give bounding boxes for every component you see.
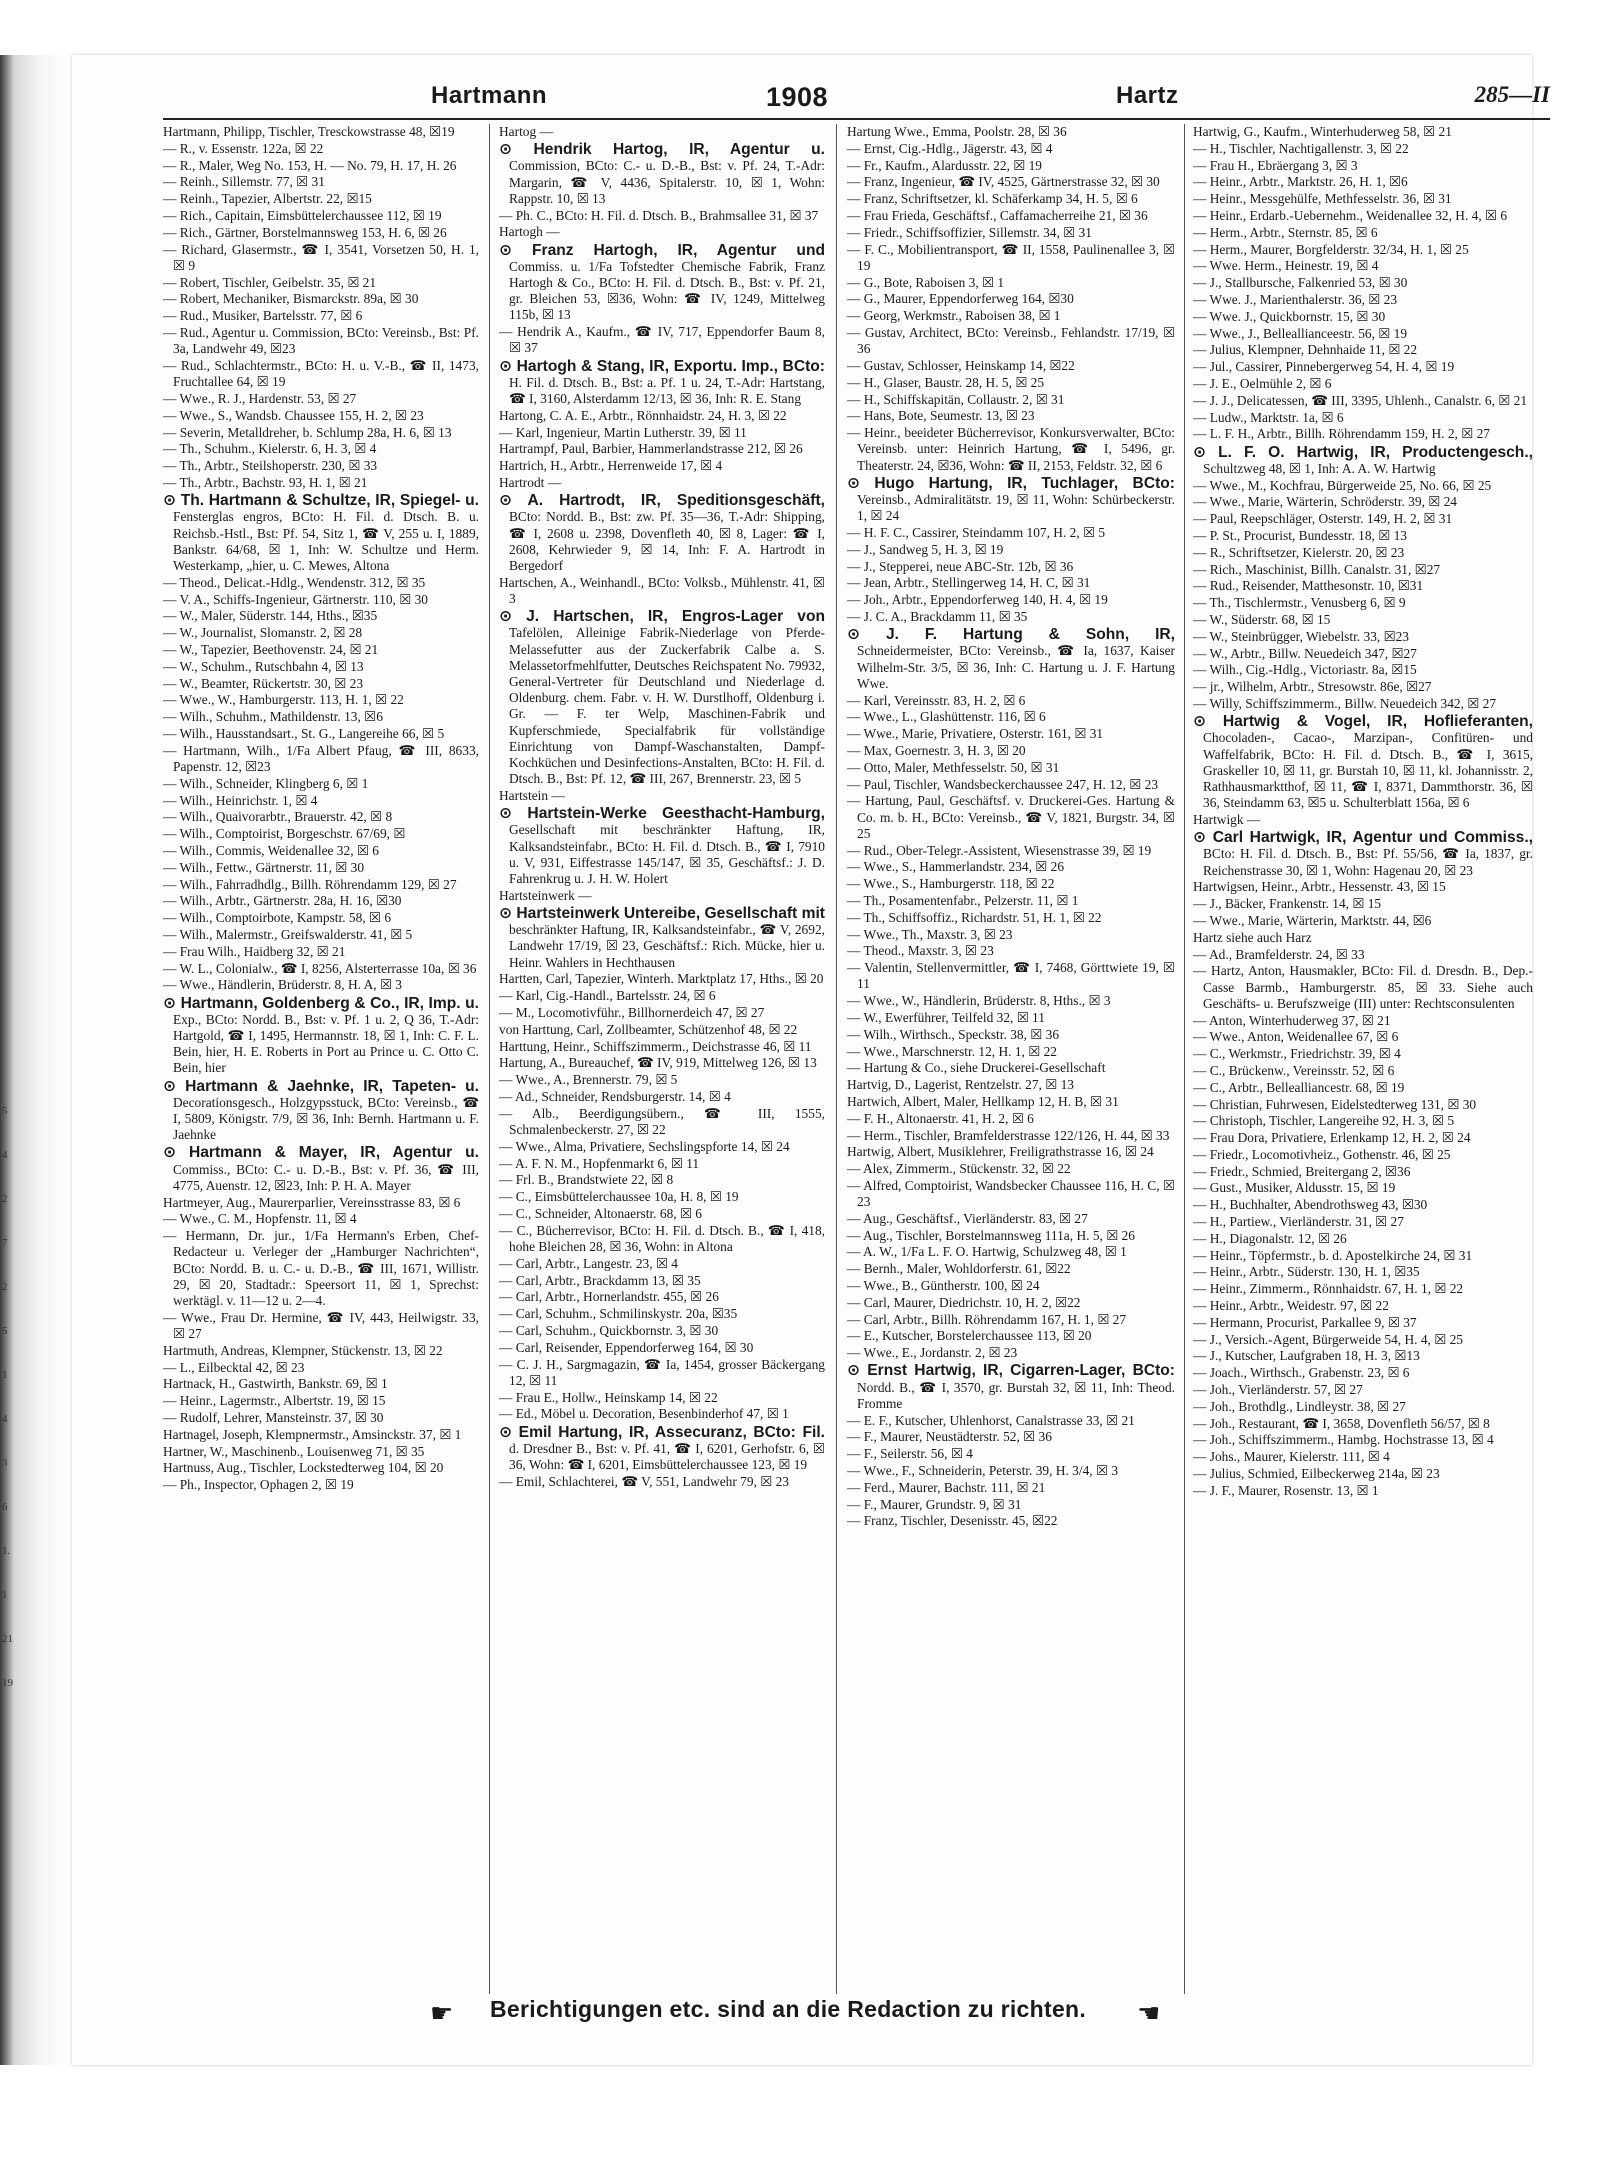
directory-entry: — Rud., Schlachtermstr., BCto: H. u. V.-B., ☎ II, 1473, Fruchtallee 64, ☒ 19 [163, 357, 479, 390]
directory-entry: — Robert, Tischler, Geibelstr. 35, ☒ 21 [163, 274, 377, 290]
directory-entry: — Ad., Schneider, Rendsburgerstr. 14, ☒ 4 [499, 1089, 731, 1105]
directory-entry: — Joh., Restaurant, ☎ I, 3658, Dovenfleth 56/57, ☒ 8 [1193, 1415, 1490, 1431]
directory-entry: — Carl, Reisender, Eppendorferweg 164, ☒ 30 [499, 1339, 754, 1355]
edge-mark: 1. [2, 1545, 11, 1557]
directory-entry: — R., v. Essenstr. 122a, ☒ 22 [163, 140, 324, 156]
directory-entry: Hartwig, G., Kaufm., Winterhuderweg 58, ☒ 21 [1193, 124, 1452, 139]
directory-entry: — Friedr., Locomotivheiz., Gothenstr. 46, ☒ 25 [1193, 1146, 1451, 1162]
directory-entry: — J. F., Maurer, Rosenstr. 13, ☒ 1 [1193, 1482, 1379, 1498]
directory-entry: — Georg, Werkmstr., Raboisen 38, ☒ 1 [847, 308, 1061, 324]
edge-mark: 2 [2, 1193, 8, 1205]
directory-entry: Harttung, Heinr., Schiffszimmerm., Deichstrasse 46, ☒ 11 [499, 1038, 812, 1054]
directory-entry: — Valentin, Stellenvermittler, ☎ I, 7468, Görttwiete 19, ☒ 11 [847, 960, 1175, 992]
directory-entry: — Gustav, Architect, BCto: Vereinsb., Fehlandstr. 17/19, ☒ 36 [847, 324, 1175, 357]
directory-entry: — Wilh., Schuhm., Mathildenstr. 13, ☒6 [163, 709, 383, 725]
directory-entry: — Joh., Vierländerstr. 57, ☒ 27 [1193, 1382, 1363, 1398]
directory-entry: Hartnagel, Joseph, Klempnermstr., Amsinckstr. 37, ☒ 1 [163, 1426, 462, 1442]
directory-entry: — J., Kutscher, Laufgraben 18, H. 3, ☒13 [1193, 1348, 1420, 1364]
directory-entry: — Joh., Brothdlg., Lindleystr. 38, ☒ 27 [1193, 1398, 1406, 1414]
directory-entry: — Ed., Möbel u. Decoration, Besenbinderhof 47, ☒ 1 [499, 1406, 789, 1422]
directory-entry: Hartnuss, Aug., Tischler, Lockstedterweg 104, ☒ 20 [163, 1460, 444, 1476]
directory-entry: — Wwe., W., Händlerin, Brüderstr. 8, Hths., ☒ 3 [847, 993, 1111, 1009]
directory-entry: — Carl, Schuhm., Quickbornstr. 3, ☒ 30 [499, 1323, 719, 1339]
directory-entry: — Karl, Ingenieur, Martin Lutherstr. 39, ☒ 11 [499, 424, 747, 440]
directory-entry: — Franz, Tischler, Desenisstr. 45, ☒22 [847, 1513, 1058, 1529]
directory-entry: — Heinr., Erdarb.-Uebernehm., Weidenallee 32, H. 4, ☒ 6 [1193, 207, 1508, 223]
edge-mark: 1 [2, 1589, 8, 1601]
directory-entry: — Theod., Maxstr. 3, ☒ 23 [847, 943, 994, 959]
column-3 [847, 124, 1175, 1994]
firm-entry: ⊙ A. Hartrodt, IR, Speditionsgeschäft, BCto: Nordd. B., Bst: zw. Pf. 35—36, T.-Adr: Shipping, ☎ I, 2608 u. 2398, Dovenfleth 40, ☒ 8, Lager: ☎ I, 2608, Kehrwieder 9, ☒ 14, Inh: F. A. Hartrodt in Bergedorf [499, 492, 825, 574]
directory-entry: — Wwe., Th., Maxstr. 3, ☒ 23 [847, 926, 1013, 942]
directory-entry: — Frl. B., Brandstwiete 22, ☒ 8 [499, 1172, 674, 1188]
directory-entry: — A. F. N. M., Hopfenmarkt 6, ☒ 11 [499, 1155, 700, 1171]
directory-entry: Hartsteinwerk — [499, 887, 592, 903]
directory-entry: — Carl, Arbtr., Hornerlandstr. 455, ☒ 26 [499, 1289, 719, 1305]
directory-entry: — E. F., Kutscher, Uhlenhorst, Canalstrasse 33, ☒ 21 [847, 1412, 1135, 1428]
directory-entry: — Wilh., Heinrichstr. 1, ☒ 4 [163, 792, 318, 808]
directory-entry: — Rich., Capitain, Eimsbüttelerchaussee 112, ☒ 19 [163, 207, 442, 223]
directory-entry: — J., Sandweg 5, H. 3, ☒ 19 [847, 541, 1004, 557]
directory-entry: — Wilh., Fettw., Gärtnerstr. 11, ☒ 30 [163, 859, 365, 875]
directory-entry: — W., Schuhm., Rutschbahn 4, ☒ 13 [163, 658, 364, 674]
directory-entry: — Julius, Klempner, Dehnhaide 11, ☒ 22 [1193, 342, 1418, 358]
directory-entry: — C., Werkmstr., Friedrichstr. 39, ☒ 4 [1193, 1046, 1401, 1062]
directory-entry: Hartstein — [499, 788, 565, 804]
directory-entry: Hartnack, H., Gastwirth, Bankstr. 69, ☒ 1 [163, 1376, 388, 1392]
directory-entry: — Herm., Maurer, Borgfelderstr. 32/34, H. 1, ☒ 25 [1193, 241, 1469, 257]
directory-entry: — Wwe., S., Hammerlandstr. 234, ☒ 26 [847, 859, 1065, 875]
firm-entry: ⊙ Franz Hartogh, IR, Agentur und Commiss. u. 1/Fa Tofstedter Chemische Fabrik, Franz Hartogh & Co., BCto: H. Fil. d. Dtsch. B., Bst: v. Pf. 21, gr. Bleichen 53, ☒36, Wohn: ☎ IV, 1249, Mittelweg 115b, ☒ 13 [499, 241, 825, 323]
directory-entry: — Reinh., Tapezier, Albertstr. 22, ☒15 [163, 191, 372, 207]
directory-entry: — Heinr., Töpfermstr., b. d. Apostelkirche 24, ☒ 31 [1193, 1247, 1473, 1263]
header-year: 1908 [766, 82, 829, 112]
directory-entry: — Wwe. Herm., Heinestr. 19, ☒ 4 [1193, 258, 1379, 274]
directory-entry: — Wwe., B., Güntherstr. 100, ☒ 24 [847, 1278, 1040, 1294]
directory-entry: Hartmuth, Andreas, Klempner, Stückenstr. 13, ☒ 22 [163, 1342, 443, 1358]
column-divider [836, 124, 837, 1994]
directory-entry: — C., Bücherrevisor, BCto: H. Fil. d. Dtsch. B., ☎ I, 418, hohe Bleichen 28, ☒ 36, Wohn: in Altona [499, 1222, 825, 1255]
directory-entry: — Alb., Beerdigungsübern., ☎ III, 1555, Schmalenbeckerstr. 27, ☒ 22 [499, 1105, 825, 1138]
edge-mark: 1 [2, 1369, 8, 1381]
edge-mark: 19 [2, 1677, 13, 1689]
footer-notice [430, 1994, 1190, 2034]
directory-entry: — Wwe. J., Quickbornstr. 15, ☒ 30 [1193, 308, 1386, 324]
header-last-name: Hartz [1116, 82, 1179, 109]
firm-entry: ⊙ Carl Hartwigk, IR, Agentur und Commiss., BCto: H. Fil. d. Dtsch. B., Bst: Pf. 55/56, ☎ Ia, 1837, gr. Reichenstrasse 30, ☒ 1, Wohn: Hagenau 20, ☒ 23 [1193, 829, 1533, 878]
directory-entry: — Th., Arbtr., Bachstr. 93, H. 1, ☒ 21 [163, 474, 368, 490]
directory-entry: — W., Süderstr. 68, ☒ 15 [1193, 611, 1331, 627]
directory-entry: Hartner, W., Maschinenb., Louisenweg 71, ☒ 35 [163, 1443, 425, 1459]
directory-entry: — C., Brückenw., Vereinsstr. 52, ☒ 6 [1193, 1062, 1395, 1078]
directory-entry: — Rud., Ober-Telegr.-Assistent, Wiesenstrasse 39, ☒ 19 [847, 842, 1152, 858]
column-divider [1184, 124, 1185, 1994]
directory-entry: Hartung Wwe., Emma, Poolstr. 28, ☒ 36 [847, 124, 1067, 139]
directory-entry: — F. C., Mobilientransport, ☎ II, 1558, Paulinenallee 3, ☒ 19 [847, 241, 1175, 273]
edge-mark: 2 [2, 1281, 8, 1293]
directory-entry: — Frau Wilh., Haidberg 32, ☒ 21 [163, 943, 346, 959]
directory-columns [163, 124, 1550, 1994]
directory-entry: Hartten, Carl, Tapezier, Winterh. Marktplatz 17, Hths., ☒ 20 [499, 971, 824, 987]
directory-entry: — Wwe., Marschnerstr. 12, H. 1, ☒ 22 [847, 1043, 1057, 1059]
directory-entry: — Ferd., Maurer, Bachstr. 111, ☒ 21 [847, 1479, 1046, 1495]
footer-text: Berichtigungen etc. sind an die Redaction zu richten. [490, 1996, 1087, 2022]
directory-entry: — Christian, Fuhrwesen, Eidelstedterweg 131, ☒ 30 [1193, 1096, 1477, 1112]
directory-entry: Hartz siehe auch Harz [1193, 929, 1312, 945]
pointing-hand-icon: ☛ [430, 1998, 454, 2028]
directory-entry: Hartwich, Albert, Maler, Hellkamp 12, H. B, ☒ 31 [847, 1093, 1119, 1109]
directory-entry: — Julius, Schmied, Eilbeckerweg 214a, ☒ 23 [1193, 1466, 1440, 1482]
directory-entry: — Anton, Winterhuderweg 37, ☒ 21 [1193, 1012, 1391, 1028]
directory-entry: — Bernh., Maler, Wohldorferstr. 61, ☒22 [847, 1261, 1071, 1277]
directory-entry: — Wilh., Hausstandsart., St. G., Langereihe 66, ☒ 5 [163, 725, 445, 741]
directory-entry: — Franz, Schriftsetzer, kl. Schäferkamp 34, H. 5, ☒ 6 [847, 191, 1138, 207]
directory-entry: — Reinh., Sillemstr. 77, ☒ 31 [163, 174, 325, 190]
directory-entry: Hartvig, D., Lagerist, Rentzelstr. 27, ☒ 13 [847, 1077, 1074, 1093]
firm-entry: ⊙ Th. Hartmann & Schultze, IR, Spiegel- u. Fensterglas engros, BCto: H. Fil. d. Dtsch. B. u. Reichsb.-Hstl., Bst: Pf. 54, Sitz 1, ☎ V, 255 u. I, 1889, Bankstr. 64/68, ☒ 1, Inh: W. Schultze und Herm. Westerkamp, „hier, u. C. Mewes, Altona [163, 492, 479, 573]
directory-entry: — Karl, Cig.-Handl., Bartelsstr. 24, ☒ 6 [499, 988, 716, 1004]
directory-entry: — Hartz, Anton, Hausmakler, BCto: Fil. d. Dresdn. B., Dep.-Casse Barmb., Hamburgerstr. 85, ☒ 33. Siehe auch Geschäfts- u. Berufszweige (III) unter: Rechtsconsulenten [1193, 963, 1533, 1011]
directory-entry: — G., Bote, Raboisen 3, ☒ 1 [847, 274, 1005, 290]
directory-entry: — L., Eilbecktal 42, ☒ 23 [163, 1359, 305, 1375]
page-number: 285—II [1474, 82, 1550, 107]
directory-entry: — W., Steinbrügger, Wiebelstr. 33, ☒23 [1193, 628, 1409, 644]
directory-entry: — Wwe., L., Glashüttenstr. 116, ☒ 6 [847, 709, 1046, 725]
directory-entry: — Ph. C., BCto: H. Fil. d. Dtsch. B., Brahmsallee 31, ☒ 37 [499, 207, 819, 223]
directory-entry: — Th., Tischlermstr., Venusberg 6, ☒ 9 [1193, 595, 1406, 611]
firm-entry: ⊙ Hartwig & Vogel, IR, Hoflieferanten, Chocoladen-, Cacao-, Marzipan-, Confitüren- und Waffelfabrik, BCto: H. Fil. d. Dtsch. B., ☎ I, 3615, Graskeller 10, ☒ 11, gr. Burstah 10, ☒ 11, kl. Johannisstr. 2, Rathhausmarktthof, ☒ 11, ☎ I, 8371, Dammthorstr. 36, ☒ 36, Steindamm 63, ☒5 u. Schulterblatt 156a, ☒ 6 [1193, 713, 1533, 811]
directory-entry: — Th., Schiffsoffiz., Richardstr. 51, H. 1, ☒ 22 [847, 909, 1102, 925]
directory-entry: — Wwe., A., Brennerstr. 79, ☒ 5 [499, 1072, 678, 1088]
directory-entry: — V. A., Schiffs-Ingenieur, Gärtnerstr. 110, ☒ 30 [163, 591, 428, 607]
directory-entry: Hartwigk — [1193, 811, 1261, 827]
directory-entry: — Hermann, Procurist, Parkallee 9, ☒ 37 [1193, 1314, 1417, 1330]
column-2 [499, 124, 825, 1994]
directory-entry: — F. H., Altonaerstr. 41, H. 2, ☒ 6 [847, 1110, 1034, 1126]
directory-entry: — H., Schiffskapitän, Collaustr. 2, ☒ 31 [847, 391, 1065, 407]
edge-mark: 3 [2, 1457, 8, 1469]
directory-entry: Hartschen, A., Weinhandl., BCto: Volksb., Mühlenstr. 41, ☒ 3 [499, 574, 825, 607]
directory-entry: — Richard, Glasermstr., ☎ I, 3541, Vorsetzen 50, H. 1, ☒ 9 [163, 241, 479, 273]
directory-entry: — R., Maler, Weg No. 153, H. — No. 79, H. 17, H. 26 [163, 157, 457, 173]
directory-entry: — Joach., Wirthsch., Grabenstr. 23, ☒ 6 [1193, 1365, 1410, 1381]
directory-entry: — Wilh., Arbtr., Gärtnerstr. 28a, H. 16, ☒30 [163, 893, 402, 909]
directory-entry: — J., Versich.-Agent, Bürgerweide 54, H. 4, ☒ 25 [1193, 1331, 1463, 1347]
directory-entry: — Wwe., Händlerin, Brüderstr. 8, H. A, ☒ 3 [163, 977, 402, 993]
directory-entry: — Wwe., F., Schneiderin, Peterstr. 39, H. 3/4, ☒ 3 [847, 1463, 1119, 1479]
firm-entry: ⊙ Hartmann & Jaehnke, IR, Tapeten- u. Decorationsgesch., Holzgypsstuck, BCto: Vereinsb., ☎ I, 5809, Königstr. 7/9, ☒ 36, Inh: Bernh. Hartmann u. F. Jaehnke [163, 1077, 479, 1143]
firm-entry: ⊙ Hartogh & Stang, IR, Exportu. Imp., BCto: H. Fil. d. Dtsch. B., Bst: a. Pf. 1 u. 24, T.-Adr: Hartstang, ☎ I, 3160, Alsterdamm 12/13, ☒ 36, Inh: R. E. Stang [499, 357, 825, 407]
directory-entry: — Severin, Metalldreher, b. Schlump 28a, H. 6, ☒ 13 [163, 424, 452, 440]
directory-entry: — Carl, Schuhm., Schmilinskystr. 20a, ☒35 [499, 1306, 738, 1322]
directory-entry: — Wwe., W., Hamburgerstr. 113, H. 1, ☒ 22 [163, 692, 404, 708]
directory-entry: — C., Arbtr., Bellealliancestr. 68, ☒ 19 [1193, 1079, 1405, 1095]
directory-entry: — Willy, Schiffszimmerm., Billw. Neuedeich 342, ☒ 27 [1193, 695, 1497, 711]
directory-entry: — F., Maurer, Grundstr. 9, ☒ 31 [847, 1496, 1022, 1512]
adjacent-page-edge [0, 55, 72, 2065]
directory-entry: — H., Partiew., Vierländerstr. 31, ☒ 27 [1193, 1214, 1404, 1230]
directory-entry: — jr., Wilhelm, Arbtr., Stresowstr. 86e, ☒27 [1193, 679, 1432, 695]
pointing-hand-icon: ☛ [1136, 1998, 1160, 2028]
firm-entry: ⊙ Hartstein-Werke Geesthacht-Hamburg, Gesellschaft mit beschränkter Haftung, IR, Kalksandsteinfabr., BCto: H. Fil. d. Dtsch. B., ☎ I, 7910 u. V, 931, Eiffestrasse 145/147, ☒ 35, Geschäftsf.: J. D. Fahrenkrug u. J. H. W. Holert [499, 805, 825, 887]
directory-entry: — Herm., Arbtr., Sternstr. 85, ☒ 6 [1193, 224, 1378, 240]
directory-entry: — Wilh., Schneider, Klingberg 6, ☒ 1 [163, 775, 369, 791]
directory-entry: — Heinr., Arbtr., Weidestr. 97, ☒ 22 [1193, 1298, 1389, 1314]
firm-entry: ⊙ Hugo Hartung, IR, Tuchlager, BCto: Vereinsb., Admiralitätstr. 19, ☒ 11, Wohn: Schürbeckerstr. 1, ☒ 24 [847, 474, 1175, 524]
directory-entry: — L. F. H., Arbtr., Billh. Röhrendamm 159, H. 2, ☒ 27 [1193, 426, 1490, 442]
directory-entry: — Wwe., Frau Dr. Hermine, ☎ IV, 443, Heilwigstr. 33, ☒ 27 [163, 1309, 479, 1341]
directory-entry: — Hans, Bote, Seumestr. 13, ☒ 23 [847, 408, 1035, 424]
directory-entry: — Christoph, Tischler, Langereihe 92, H. 3, ☒ 5 [1193, 1113, 1455, 1129]
directory-entry: — Carl, Arbtr., Brackdamm 13, ☒ 35 [499, 1272, 701, 1288]
firm-entry: ⊙ Hartmann & Mayer, IR, Agentur u. Commiss., BCto: C.- u. D.-B., Bst: v. Pf. 36, ☎ III, 4775, Auenstr. 12, ☒23, Inh: P. H. A. Mayer [163, 1144, 479, 1193]
directory-entry: Hartrodt — [499, 475, 562, 491]
directory-entry: — Ernst, Cig.-Hdlg., Jägerstr. 43, ☒ 4 [847, 140, 1053, 156]
directory-entry: — Wilh., Commis, Weidenallee 32, ☒ 6 [163, 842, 379, 858]
directory-entry: — Wwe., Alma, Privatiere, Sechslingspforte 14, ☒ 24 [499, 1138, 790, 1154]
directory-entry: — Rich., Maschinist, Billh. Canalstr. 31, ☒27 [1193, 561, 1441, 577]
directory-entry: — W., Maler, Süderstr. 144, Hths., ☒35 [163, 608, 378, 624]
directory-entry: — Fr., Kaufm., Alardusstr. 22, ☒ 19 [847, 157, 1043, 173]
directory-entry: — Otto, Maler, Methfesselstr. 50, ☒ 31 [847, 759, 1060, 775]
edge-mark: 5 [2, 1105, 8, 1117]
directory-entry: — Wwe. J., Marienthalerstr. 36, ☒ 23 [1193, 291, 1398, 307]
directory-entry: — Wilh., Quaivorarbtr., Brauerstr. 42, ☒ 8 [163, 809, 393, 825]
directory-entry: — Heinr., Zimmerm., Rönnhaidstr. 67, H. 1, ☒ 22 [1193, 1281, 1464, 1297]
directory-entry: — Th., Arbtr., Steilshoperstr. 230, ☒ 33 [163, 458, 378, 474]
directory-entry: — C., Eimsbüttelerchaussee 10a, H. 8, ☒ 19 [499, 1189, 739, 1205]
header-rule [163, 118, 1550, 120]
directory-entry: — Frau Frieda, Geschäftsf., Caffamacherreihe 21, ☒ 36 [847, 207, 1148, 223]
directory-entry: — Jean, Arbtr., Stellingerweg 14, H. C, ☒ 31 [847, 575, 1091, 591]
directory-entry: — Ad., Bramfelderstr. 24, ☒ 33 [1193, 946, 1365, 962]
directory-entry: — Joh., Arbtr., Eppendorferweg 140, H. 4, ☒ 19 [847, 592, 1108, 608]
directory-entry: Hartmeyer, Aug., Maurerparlier, Vereinsstrasse 83, ☒ 6 [163, 1194, 461, 1210]
directory-entry: — Wilh., Comptoirist, Borgeschstr. 67/69, ☒ [163, 826, 406, 842]
directory-entry: — C., Schneider, Altonaerstr. 68, ☒ 6 [499, 1206, 703, 1222]
directory-entry: — Paul, Tischler, Wandsbeckerchaussee 247, H. 12, ☒ 23 [847, 776, 1159, 792]
directory-entry: — Wilh., Fahrradhdlg., Billh. Röhrendamm 129, ☒ 27 [163, 876, 457, 892]
directory-entry: — C. J. H., Sargmagazin, ☎ Ia, 1454, grosser Bäckergang 12, ☒ 11 [499, 1356, 825, 1388]
directory-entry: — Max, Goernestr. 3, H. 3, ☒ 20 [847, 742, 1026, 758]
directory-entry: — Friedr., Schiffsoffizier, Sillemstr. 34, ☒ 31 [847, 224, 1092, 240]
directory-entry: — Rud., Reisender, Matthesonstr. 10, ☒31 [1193, 578, 1424, 594]
directory-entry: — Hartung, Paul, Geschäftsf. v. Druckerei-Ges. Hartung & Co. m. b. H., BCto: Vereinsb., ☎ V, 1821, Burgstr. 34, ☒ 25 [847, 793, 1175, 841]
directory-entry: — W., Beamter, Rückertstr. 30, ☒ 23 [163, 675, 364, 691]
edge-mark: 6 [2, 1501, 8, 1513]
column-4 [1193, 124, 1533, 1994]
directory-entry: — Herm., Tischler, Bramfelderstrasse 122/126, H. 44, ☒ 33 [847, 1127, 1170, 1143]
adjacent-page-marks [2, 1105, 16, 1721]
directory-entry: — J., Stallbursche, Falkenried 53, ☒ 30 [1193, 275, 1408, 291]
edge-mark: 4 [2, 1413, 8, 1425]
directory-entry: — H., Buchhalter, Abendrothsweg 43, ☒30 [1193, 1197, 1428, 1213]
directory-entry: — Hartmann, Wilh., 1/Fa Albert Pfaug, ☎ III, 8633, Papenstr. 12, ☒23 [163, 742, 479, 774]
directory-entry: Hartung, A., Bureauchef, ☎ IV, 919, Mittelweg 126, ☒ 13 [499, 1055, 817, 1071]
directory-entry: — J. E., Oelmühle 2, ☒ 6 [1193, 375, 1332, 391]
directory-entry: — Theod., Delicat.-Hdlg., Wendenstr. 312, ☒ 35 [163, 574, 426, 590]
directory-entry: — J. J., Delicatessen, ☎ III, 3395, Uhlenh., Canalstr. 6, ☒ 21 [1193, 392, 1528, 408]
directory-entry: Hartogh — [499, 224, 560, 240]
directory-entry: — Robert, Mechaniker, Bismarckstr. 89a, ☒ 30 [163, 291, 419, 307]
directory-entry: — Alex, Zimmerm., Stückenstr. 32, ☒ 22 [847, 1161, 1071, 1177]
directory-entry: — Carl, Arbtr., Billh. Röhrendamm 167, H. 1, ☒ 27 [847, 1311, 1127, 1327]
directory-entry: — J., Bäcker, Frankenstr. 14, ☒ 15 [1193, 896, 1382, 912]
directory-entry: Hartog — [499, 124, 553, 139]
directory-entry: — W., Arbtr., Billw. Neuedeich 347, ☒27 [1193, 645, 1417, 661]
directory-entry: — Wwe., M., Kochfrau, Bürgerweide 25, No. 66, ☒ 25 [1193, 477, 1492, 493]
directory-entry: — Hermann, Dr. jur., 1/Fa Hermann's Erben, Chef-Redacteur u. Verleger der „Hamburger Nachrichten“, BCto: Nordd. B. u. C.- u. D.-B., ☎ III, 1671, Willistr. 29, ☒ 20, Stadtadr.: Speersort 11, ☒ 1, Sprechst: werktägl. v. 11—12 u. 2—4. [163, 1228, 479, 1308]
directory-entry: — Karl, Vereinsstr. 83, H. 2, ☒ 6 [847, 692, 1026, 708]
column-divider [489, 124, 490, 1994]
edge-mark: 4 [2, 1149, 8, 1161]
directory-entry: — H., Tischler, Nachtigallenstr. 3, ☒ 22 [1193, 140, 1409, 156]
directory-entry: — F., Seilerstr. 56, ☒ 4 [847, 1446, 973, 1462]
directory-entry: — Rud., Musiker, Bartelsstr. 77, ☒ 6 [163, 308, 363, 324]
directory-entry: — J. C. A., Brackdamm 11, ☒ 35 [847, 608, 1028, 624]
directory-entry: — Aug., Geschäftsf., Vierländerstr. 83, ☒ 27 [847, 1210, 1088, 1226]
directory-entry: — Franz, Ingenieur, ☎ IV, 4525, Gärtnerstrasse 32, ☒ 30 [847, 174, 1160, 190]
directory-entry: — F., Maurer, Neustädterstr. 52, ☒ 36 [847, 1429, 1052, 1445]
directory-entry: — Wwe., Marie, Privatiere, Osterstr. 161, ☒ 31 [847, 726, 1104, 742]
directory-entry: — Wwe., R. J., Hardenstr. 53, ☒ 27 [163, 390, 357, 406]
directory-entry: — Paul, Reepschläger, Osterstr. 149, H. 2, ☒ 31 [1193, 511, 1453, 527]
directory-entry: — Emil, Schlachterei, ☎ V, 551, Landwehr 79, ☒ 23 [499, 1473, 790, 1489]
directory-entry: — P. St., Procurist, Bundesstr. 18, ☒ 13 [1193, 527, 1408, 543]
directory-entry: — Wilh., Comptoirbote, Kampstr. 58, ☒ 6 [163, 910, 392, 926]
directory-entry: — Rud., Agentur u. Commission, BCto: Vereinsb., Bst: Pf. 3a, Landwehr 49, ☒23 [163, 324, 479, 357]
firm-entry: ⊙ Hartsteinwerk Untereibe, Gesellschaft mit beschränkter Haftung, IR, Kalksandsteinfabr., ☎ V, 2692, Landwehr 17/19, ☒ 23, Geschäftsf.: Rich. Mücke, hier u. Heinr. Wahlers in Hechthausen [499, 905, 825, 970]
directory-entry: — Carl, Maurer, Diedrichstr. 10, H. 2, ☒22 [847, 1294, 1081, 1310]
directory-entry: — Johs., Maurer, Kielerstr. 111, ☒ 4 [1193, 1449, 1390, 1465]
directory-entry: — Heinr., Lagermstr., Albertstr. 19, ☒ 15 [163, 1393, 386, 1409]
edge-mark: 21 [2, 1633, 13, 1645]
directory-entry: — H. F. C., Cassirer, Steindamm 107, H. 2, ☒ 5 [847, 524, 1106, 540]
directory-entry: — W. L., Colonialw., ☎ I, 8256, Alsterterrasse 10a, ☒ 36 [163, 960, 477, 976]
directory-entry: — Frau Dora, Privatiere, Erlenkamp 12, H. 2, ☒ 24 [1193, 1130, 1471, 1146]
directory-entry: — Frau H., Ebräergang 3, ☒ 3 [1193, 157, 1358, 173]
directory-entry: — Wwe., Anton, Weidenallee 67, ☒ 6 [1193, 1029, 1399, 1045]
directory-entry: — Gust., Musiker, Aldusstr. 15, ☒ 19 [1193, 1180, 1396, 1196]
directory-entry: — W., Tapezier, Beethovenstr. 24, ☒ 21 [163, 641, 379, 657]
edge-mark: 7 [2, 1237, 8, 1249]
directory-entry: — Wwe., E., Jordanstr. 2, ☒ 23 [847, 1345, 1018, 1361]
directory-entry: — Heinr., Arbtr., Süderstr. 130, H. 1, ☒35 [1193, 1264, 1420, 1280]
directory-entry: — H., Diagonalstr. 12, ☒ 26 [1193, 1230, 1347, 1246]
directory-entry: — R., Schriftsetzer, Kielerstr. 20, ☒ 23 [1193, 544, 1405, 560]
directory-entry: — Aug., Tischler, Borstelmannsweg 111a, H. 5, ☒ 26 [847, 1227, 1135, 1243]
directory-entry: — Heinr., beeideter Bücherrevisor, Konkursverwalter, BCto: Vereinsb. unter: Heinrich Hartung, ☎ I, 5496, gr. Theaterstr. 24, ☒36, Wohn: ☎ II, 2153, Feldstr. 32, ☒ 6 [847, 425, 1175, 473]
directory-entry: — Wwe., Marie, Wärterin, Schröderstr. 39, ☒ 24 [1193, 494, 1458, 510]
directory-entry: — Heinr., Messgehülfe, Methfesselstr. 36, ☒ 31 [1193, 191, 1452, 207]
directory-entry: — W., Journalist, Slomanstr. 2, ☒ 28 [163, 625, 363, 641]
directory-entry: — Wwe., S., Hamburgerstr. 118, ☒ 22 [847, 876, 1055, 892]
directory-entry: — Th., Posamentenfabr., Pelzerstr. 11, ☒ 1 [847, 892, 1079, 908]
directory-entry: — Rudolf, Lehrer, Mansteinstr. 37, ☒ 30 [163, 1409, 384, 1425]
firm-entry: ⊙ L. F. O. Hartwig, IR, Productengesch., Schultzweg 48, ☒ 1, Inh: A. A. W. Hartwig [1193, 443, 1533, 476]
directory-entry: Hartwig, Albert, Musiklehrer, Freiligrathstrasse 16, ☒ 24 [847, 1144, 1154, 1160]
page-header [86, 82, 1550, 118]
directory-entry: Hartrich, H., Arbtr., Herrenweide 17, ☒ 4 [499, 458, 723, 474]
directory-entry: — Wilh., Cig.-Hdlg., Victoriastr. 8a, ☒15 [1193, 662, 1417, 678]
directory-entry: — Rich., Gärtner, Borstelmannsweg 153, H. 6, ☒ 26 [163, 224, 447, 240]
directory-entry: — Wilh., Malermstr., Greifswalderstr. 41, ☒ 5 [163, 926, 413, 942]
directory-entry: Hartwigsen, Heinr., Arbtr., Hessenstr. 43, ☒ 15 [1193, 879, 1446, 895]
firm-entry: ⊙ Ernst Hartwig, IR, Cigarren-Lager, BCto: Nordd. B., ☎ I, 3570, gr. Burstah 32, ☒ 11, Inh: Theod. Fromme [847, 1362, 1175, 1411]
directory-entry: — Frau E., Hollw., Heinskamp 14, ☒ 22 [499, 1389, 718, 1405]
directory-entry: — A. W., 1/Fa L. F. O. Hartwig, Schulzweg 48, ☒ 1 [847, 1244, 1127, 1260]
firm-entry: ⊙ Hartmann, Goldenberg & Co., IR, Imp. u. Exp., BCto: Nordd. B., Bst: v. Pf. 1 u. 2, Q 36, T.-Adr: Hartgold, ☎ I, 1495, Hermannstr. 18, ☒ 1, Inh: C. F. L. Bein, hier, H. E. Roberts in Port au Prince u. C. Otto C. Bein, hier [163, 994, 479, 1076]
directory-entry: — Wilh., Wirthsch., Speckstr. 38, ☒ 36 [847, 1026, 1060, 1042]
directory-entry: — W., Ewerführer, Teilfeld 32, ☒ 11 [847, 1009, 1045, 1025]
column-1 [163, 124, 479, 1994]
directory-entry: — Ludw., Marktstr. 1a, ☒ 6 [1193, 409, 1344, 425]
directory-entry: — Ph., Inspector, Ophagen 2, ☒ 19 [163, 1477, 354, 1493]
firm-entry: ⊙ J. F. Hartung & Sohn, IR, Schneidermeister, BCto: Vereinsb., ☎ Ia, 1637, Kaiser Wilhelm-Str. 3/5, ☒ 36, Inh: C. Hartung u. J. F. Hartung Wwe. [847, 626, 1175, 691]
directory-entry: — Alfred, Comptoirist, Wandsbecker Chaussee 116, H. C, ☒ 23 [847, 1177, 1175, 1210]
firm-entry: ⊙ Hendrik Hartog, IR, Agentur u. Commission, BCto: C.- u. D.-B., Bst: v. Pf. 24, T.-Adr: Margarin, ☎ V, 4436, Spitalerstr. 10, ☒ 1, Wohn: Rappstr. 10, ☒ 13 [499, 141, 825, 206]
directory-entry: — H., Glaser, Baustr. 28, H. 5, ☒ 25 [847, 374, 1045, 390]
directory-entry: — Wwe., S., Wandsb. Chaussee 155, H. 2, ☒ 23 [163, 407, 424, 423]
directory-entry: — Joh., Schiffszimmerm., Hambg. Hochstrasse 13, ☒ 4 [1193, 1432, 1494, 1448]
edge-mark: 5 [2, 1325, 8, 1337]
header-first-name: Hartmann [431, 82, 548, 109]
directory-entry: — Carl, Arbtr., Langestr. 23, ☒ 4 [499, 1255, 678, 1271]
directory-entry: — Hartung & Co., siehe Druckerei-Gesellschaft [847, 1060, 1106, 1076]
directory-entry: — Heinr., Arbtr., Marktstr. 26, H. 1, ☒6 [1193, 174, 1408, 190]
directory-entry: — Gustav, Schlosser, Heinskamp 14, ☒22 [847, 357, 1075, 373]
directory-entry: — Jul., Cassirer, Pinnebergerweg 54, H. 4, ☒ 19 [1193, 359, 1455, 375]
directory-entry: — Wwe., J., Belleallianceestr. 56, ☒ 19 [1193, 325, 1408, 341]
directory-entry: Hartmann, Philipp, Tischler, Tresckowstrasse 48, ☒19 [163, 124, 455, 139]
directory-entry: von Harttung, Carl, Zollbeamter, Schützenhof 48, ☒ 22 [499, 1021, 798, 1037]
directory-entry: — G., Maurer, Eppendorferweg 164, ☒30 [847, 291, 1074, 307]
directory-entry: — M., Locomotivführ., Billhornerdeich 47, ☒ 27 [499, 1005, 765, 1021]
directory-entry: — Wwe., Marie, Wärterin, Marktstr. 44, ☒6 [1193, 912, 1432, 928]
directory-entry: — Th., Schuhm., Kielerstr. 6, H. 3, ☒ 4 [163, 441, 377, 457]
firm-entry: ⊙ J. Hartschen, IR, Engros-Lager von Tafelölen, Alleinige Fabrik-Niederlage von Pferde-Melassefutter aus der Zuckerfabrik Calbe a. S. Melassetorfmehlfutter, Deutsches Reichspatent No. 79932, General-Vertreter für Deutschland und Niederlage d. Oldenburg. chem. Fabr. v. H. W. Durstlhoff, Oldenburg i. Gr. — F. ter Welp, Maschinen-Fabrik und Kupferschmiede, Specialfabrik für vollständige Einrichtung von Dampf-Waschanstalten, Dampf-Kochküchen und Desinfections-Anstalten, BCto: H. Fil. d. Dtsch. B., Bst: Pf. 12, ☎ III, 267, Brennerstr. 23, ☒ 5 [499, 608, 825, 787]
directory-entry: Hartrampf, Paul, Barbier, Hammerlandstrasse 212, ☒ 26 [499, 441, 803, 457]
directory-entry: — Wwe., C. M., Hopfenstr. 11, ☒ 4 [163, 1211, 357, 1227]
directory-entry: — Hendrik A., Kaufm., ☎ IV, 717, Eppendorfer Baum 8, ☒ 37 [499, 324, 825, 356]
directory-entry: — J., Stepperei, neue ABC-Str. 12b, ☒ 36 [847, 558, 1074, 574]
directory-entry: — E., Kutscher, Borstelerchaussee 113, ☒ 20 [847, 1328, 1092, 1344]
directory-entry: — Friedr., Schmied, Breitergang 2, ☒36 [1193, 1163, 1411, 1179]
firm-entry: ⊙ Emil Hartung, IR, Assecuranz, BCto: Fil. d. Dresdner B., Bst: v. Pf. 41, ☎ I, 6201, Gerhofstr. 6, ☒ 36, Wohn: ☎ I, 6201, Eimsbüttelerchaussee 123, ☒ 19 [499, 1423, 825, 1473]
directory-entry: Hartong, C. A. E., Arbtr., Rönnhaidstr. 24, H. 3, ☒ 22 [499, 407, 787, 423]
